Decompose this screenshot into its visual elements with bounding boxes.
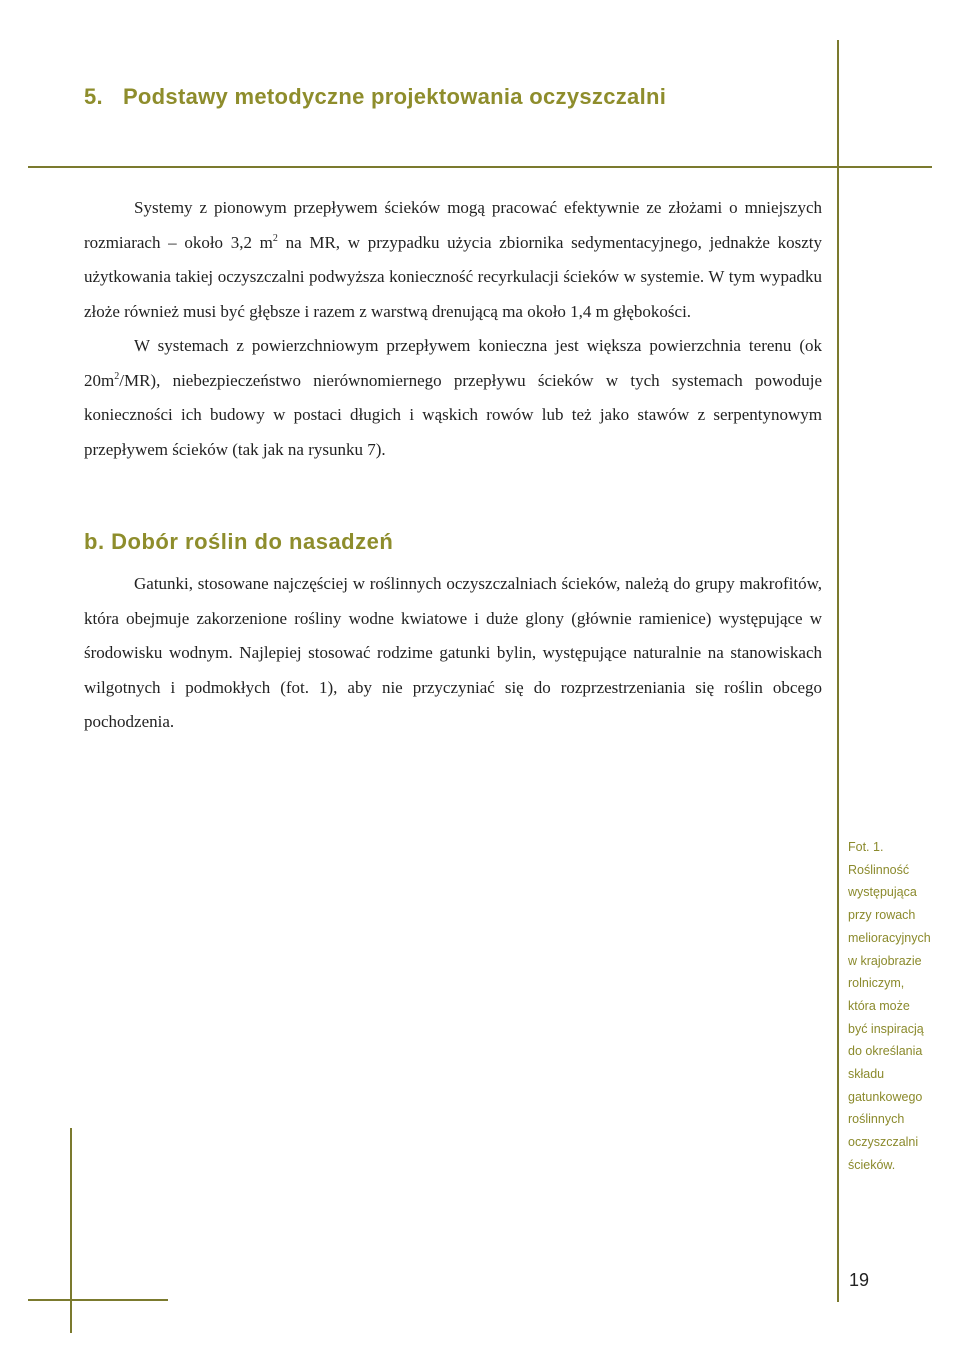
caption-line: melioracyjnych xyxy=(848,930,931,945)
subsection-heading: b. Dobór roślin do nasadzeń xyxy=(84,529,394,554)
caption-line: do określania xyxy=(848,1044,923,1059)
caption-line: ścieków. xyxy=(848,1157,896,1172)
paragraph: Systemy z pionowym przepływem ścieków mogą pracować efektywnie ze złożami o mniejszych rozmiarach – około 3,2 $m^2$ na MR, w przypadku użycia zbiornika sedymentacyjnego, jednakże koszty użytkowania takiej oczyszczalni podwyższa konieczność recyrkulacji ścieków w systemie. W tym wypadku złoże również musi być głębsze i razem z warstwą drenującą ma około 1,4 m głębokości. xyxy=(84,198,822,321)
caption-line: gatunkowego xyxy=(848,1089,923,1104)
caption-line: Roślinność xyxy=(848,862,910,877)
photo-caption xyxy=(848,836,958,1177)
bottom-left-horizontal-rule xyxy=(28,1299,168,1301)
top-vertical-rule xyxy=(837,40,839,1302)
paragraph: W systemach z powierzchniowym przepływem konieczna jest większa powierzchnia terenu (ok $20m^2/MR$), niebezpieczeństwo nierównomiernego przepływu ścieków w tych systemach powoduje konieczności ich budowy w postaci długich i wąskich rowów lub też jako stawów z serpentynowym przepływem ścieków (tak jak na rysunku 7). xyxy=(84,336,822,459)
paragraph: Gatunki, stosowane najczęściej w roślinnych oczyszczalniach ścieków, należą do grupy makrofitów, która obejmuje zakorzenione rośliny wodne kwiatowe i duże glony (głównie ramienice) występujące w środowisku wodnym. Najlepiej stosować rodzime gatunki bylin, występujące naturalnie na stanowiskach wilgotnych i podmokłych (fot. 1), aby nie przyczyniać się do rozprzestrzeniania się roślin obcego pochodzenia. xyxy=(84,574,822,731)
page-number: 19 xyxy=(849,1270,870,1290)
chapter-number: 5. xyxy=(84,84,103,109)
caption-line: w krajobrazie xyxy=(848,953,922,968)
caption-line: która może xyxy=(848,998,910,1013)
bottom-left-vertical-rule xyxy=(70,1128,72,1333)
caption-line: roślinnych xyxy=(848,1112,905,1127)
caption-line: przy rowach xyxy=(848,908,916,923)
caption-line: składu xyxy=(848,1067,885,1082)
caption-line: oczyszczalni xyxy=(848,1135,919,1150)
header-horizontal-rule xyxy=(28,166,932,168)
section-a-text xyxy=(84,191,822,467)
caption-line: rolniczym, xyxy=(848,976,905,991)
caption-line: występująca xyxy=(848,885,917,900)
chapter-title: Podstawy metodyczne projektowania oczyszczalni xyxy=(122,84,667,109)
caption-line: Fot. 1. xyxy=(848,840,884,854)
chapter-heading xyxy=(84,84,666,110)
caption-line: być inspiracją xyxy=(848,1021,924,1036)
section-b-text xyxy=(84,567,822,740)
